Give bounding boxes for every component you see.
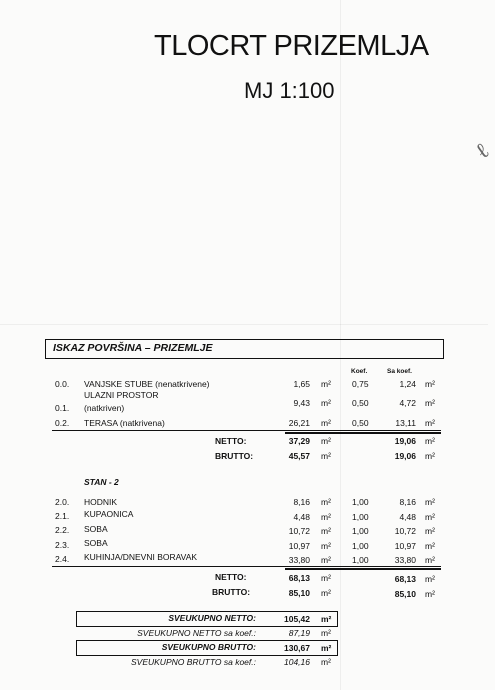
- row-area: 9,43: [293, 398, 310, 408]
- row-unit: m²: [425, 418, 435, 428]
- row-unit: m²: [321, 451, 331, 461]
- section1-total-rule: [285, 432, 441, 434]
- row-unit: m²: [321, 555, 331, 565]
- summary-value: 104,16: [284, 657, 310, 667]
- netto-koef-value: 19,06: [394, 436, 416, 446]
- row-unit: m²: [425, 526, 435, 536]
- section1-rule: [52, 430, 441, 431]
- row-name: ULAZNI PROSTOR: [84, 390, 159, 400]
- summary-value: 105,42: [284, 614, 310, 624]
- brutto-koef-value: 19,06: [394, 451, 416, 461]
- row-area: 10,97: [288, 541, 310, 551]
- row-unit: m²: [321, 588, 331, 598]
- row-number: 2.4.: [55, 554, 70, 564]
- row-number: 0.2.: [55, 418, 70, 428]
- row-unit: m²: [321, 541, 331, 551]
- row-unit: m²: [321, 526, 331, 536]
- netto-value: 68,13: [288, 573, 310, 583]
- row-area: 26,21: [288, 418, 310, 428]
- row-unit: m²: [425, 541, 435, 551]
- row-unit: m²: [321, 573, 331, 583]
- row-unit: m²: [321, 497, 331, 507]
- netto-value: 37,29: [288, 436, 310, 446]
- row-unit: m²: [321, 657, 331, 667]
- netto-koef-value: 68,13: [394, 574, 416, 584]
- summary-label: SVEUKUPNO BRUTTO:: [161, 642, 256, 652]
- row-sa-koef: 13,11: [395, 418, 416, 428]
- page-title: TLOCRT PRIZEMLJA: [154, 30, 429, 62]
- col-header-koef: Koef.: [351, 368, 368, 375]
- row-koef: 0,75: [352, 379, 369, 389]
- row-area: 8,16: [293, 497, 310, 507]
- row-area: 1,65: [293, 379, 310, 389]
- row-unit: m²: [425, 451, 435, 461]
- row-unit: m²: [321, 628, 331, 638]
- row-unit: m²: [425, 436, 435, 446]
- row-number: 2.1.: [55, 511, 70, 521]
- row-number: 0.1.: [55, 403, 70, 413]
- brutto-koef-value: 85,10: [394, 589, 416, 599]
- row-unit: m²: [321, 379, 331, 389]
- row-unit: m²: [321, 512, 331, 522]
- row-number: 2.3.: [55, 540, 70, 550]
- row-name-continued: (natkriven): [84, 403, 125, 413]
- row-koef: 1,00: [352, 541, 369, 551]
- row-unit: m²: [321, 436, 331, 446]
- row-area: 33,80: [288, 555, 310, 565]
- row-name: TERASA (natkrivena): [84, 418, 165, 428]
- row-unit: m²: [425, 574, 435, 584]
- row-sa-koef: 33,80: [394, 555, 416, 565]
- row-sa-koef: 10,72: [394, 526, 416, 536]
- row-unit: m²: [425, 379, 435, 389]
- brutto-value: 85,10: [288, 588, 310, 598]
- summary-label: SVEUKUPNO NETTO:: [168, 613, 256, 623]
- row-koef: 0,50: [352, 418, 369, 428]
- row-unit: m²: [321, 614, 332, 624]
- stan-title: STAN - 2: [84, 477, 119, 487]
- netto-label: NETTO:: [215, 436, 247, 446]
- row-koef: 1,00: [352, 555, 369, 565]
- row-name: SOBA: [84, 538, 108, 548]
- page-scale: MJ 1:100: [244, 78, 335, 103]
- row-unit: m²: [321, 418, 331, 428]
- row-name: VANJSKE STUBE (nenatkrivene): [84, 379, 210, 389]
- row-sa-koef: 1,24: [399, 379, 416, 389]
- row-sa-koef: 4,48: [399, 512, 416, 522]
- row-koef: 1,00: [352, 526, 369, 536]
- row-koef: 1,00: [352, 497, 369, 507]
- margin-pencil-mark: ℓ: [471, 138, 495, 165]
- section2-total-rule: [285, 568, 441, 570]
- summary-label: SVEUKUPNO BRUTTO sa koef.:: [130, 657, 256, 667]
- row-unit: m²: [321, 643, 332, 653]
- row-number: 2.2.: [55, 525, 70, 535]
- row-number: 2.0.: [55, 497, 70, 507]
- row-number: 0.0.: [55, 379, 70, 389]
- row-koef: 1,00: [352, 512, 369, 522]
- row-koef: 0,50: [352, 398, 369, 408]
- row-sa-koef: 10,97: [394, 541, 416, 551]
- row-unit: m²: [425, 512, 435, 522]
- netto-label: NETTO:: [215, 572, 247, 582]
- brutto-value: 45,57: [288, 451, 310, 461]
- row-unit: m²: [425, 398, 435, 408]
- row-area: 10,72: [288, 526, 310, 536]
- summary-value: 130,67: [284, 643, 310, 653]
- row-name: HODNIK: [84, 497, 118, 507]
- row-sa-koef: 8,16: [399, 497, 416, 507]
- table-title: ISKAZ POVRŠINA – PRIZEMLJE: [53, 342, 213, 354]
- summary-label: SVEUKUPNO NETTO sa koef.:: [137, 628, 256, 638]
- row-unit: m²: [425, 589, 435, 599]
- section2-rule: [52, 566, 441, 567]
- row-name: KUPAONICA: [84, 509, 134, 519]
- summary-value: 87,19: [288, 628, 310, 638]
- brutto-label: BRUTTO:: [215, 451, 254, 461]
- col-header-sa-koef: Sa koef.: [387, 368, 412, 375]
- row-unit: m²: [321, 398, 331, 408]
- row-unit: m²: [425, 497, 435, 507]
- paper-fold-horizontal: [0, 324, 488, 325]
- row-name: SOBA: [84, 524, 108, 534]
- brutto-label: BRUTTO:: [212, 587, 251, 597]
- row-name: KUHINJA/DNEVNI BORAVAK: [84, 552, 198, 562]
- row-area: 4,48: [293, 512, 310, 522]
- row-unit: m²: [425, 555, 435, 565]
- row-sa-koef: 4,72: [399, 398, 416, 408]
